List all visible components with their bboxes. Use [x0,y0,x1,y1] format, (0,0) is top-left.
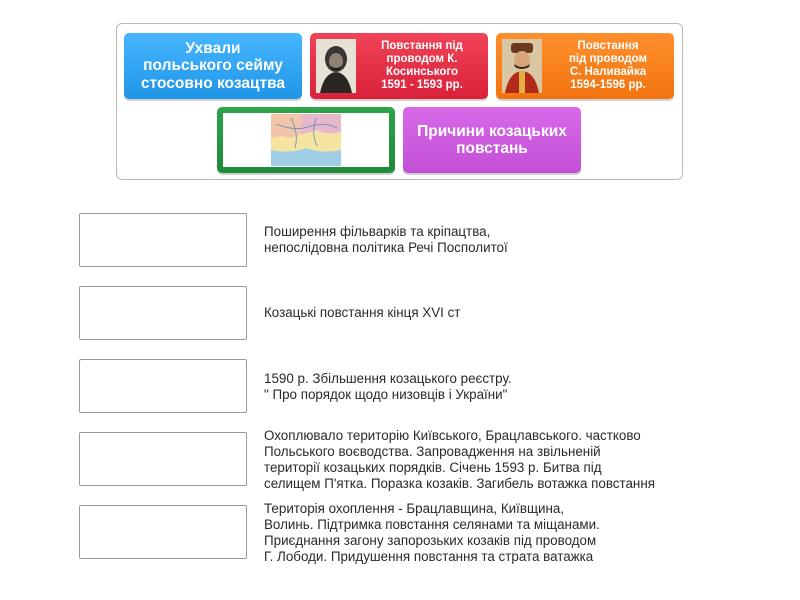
tile-nalyvaiko-uprising[interactable] [496,33,674,99]
drop-slot-5[interactable] [79,505,247,559]
tile-sejm-resolutions[interactable] [124,33,302,99]
tile-label: Повстання під проводом С. Наливайка 1594-1596 рр. [568,40,648,91]
row-description-1: Поширення фільварків та кріпацтва, непослідовна політика Речі Посполитої [264,224,508,255]
tile-label: Повстання під проводом К. Косинського 1591 - 1593 рр. [381,40,463,91]
row-description-3: 1590 р. Збільшення козацького реєстру. " Про порядок щодо низовців і України" [264,371,512,402]
drop-slot-4[interactable] [79,432,247,486]
tile-label: Ухвали польського сейму стосовно козацтва [140,39,286,92]
row-description-2: Козацькі повстання кінця XVI ст [264,305,461,320]
portrait-nalyvaiko-icon [502,39,542,93]
row-description-5: Територія охоплення - Брацлавщина, Київщина, Волинь. Підтримка повстання селянами та міщанами. Приєднання загону запорозьких козаків під проводом Г. Лободи. Придушення повстання та страта ватажка [264,501,600,564]
drop-slot-1[interactable] [79,213,247,267]
tile-map-image[interactable] [217,107,395,173]
tile-label: Причини козацьких повстань [417,122,567,157]
portrait-kosynsky-icon [316,39,356,93]
drop-slot-3[interactable] [79,359,247,413]
drop-slot-2[interactable] [79,286,247,340]
tile-kosynsky-uprising[interactable] [310,33,488,99]
row-description-4: Охоплювало територію Київського, Брацлавського. частково Польського воєводства. Запровадження на звільненій території козацьких порядків. Січень 1593 р. Битва під селищем П'ятка. Поразка козаків. Загибель вотажка повстання [264,428,655,491]
tile-uprising-causes[interactable] [403,107,581,173]
historical-map-icon [223,113,389,167]
